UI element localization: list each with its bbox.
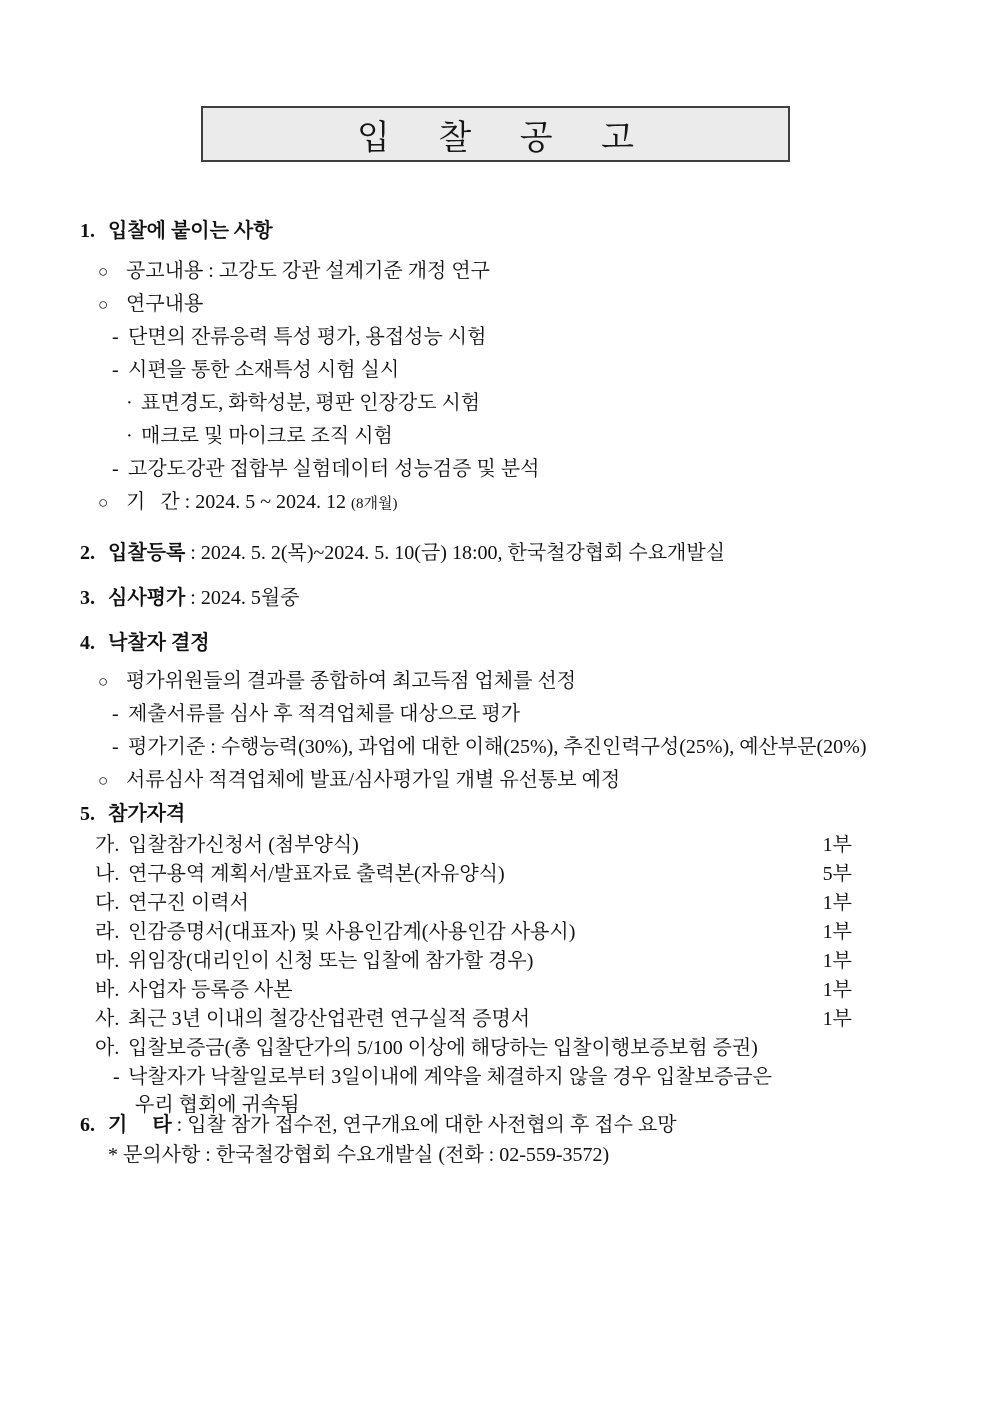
section-evaluation-schedule <box>0 582 992 615</box>
document-row <box>0 1005 852 1034</box>
dash-bullet: - <box>112 703 119 725</box>
document-row <box>0 1034 852 1063</box>
document-row <box>0 889 852 918</box>
dash-bullet: - <box>112 736 119 758</box>
section-heading <box>0 627 992 660</box>
circle-bullet: ○ <box>98 493 109 512</box>
period-text: 기 간 : 2024. 5 ~ 2024. 12 <box>126 491 352 513</box>
list-item <box>0 453 992 486</box>
document-count: 5부 <box>822 863 852 885</box>
document-row <box>0 976 852 1005</box>
document-name: 위임장(대리인이 신청 또는 입찰에 참가할 경우) <box>128 950 534 972</box>
document-count: 1부 <box>822 979 852 1001</box>
document-name: 연구용역 계획서/발표자료 출력본(자유양식) <box>128 863 505 885</box>
document-label: 가. <box>95 834 120 856</box>
document-count: 1부 <box>822 892 852 914</box>
list-item <box>0 255 992 288</box>
title-box <box>201 106 790 162</box>
dot-bullet: · <box>126 392 133 414</box>
list-item <box>0 764 992 797</box>
document-text <box>95 918 575 947</box>
document-count: 1부 <box>822 950 852 972</box>
section-number: 5. <box>80 803 95 825</box>
list-item-text: 서류심사 적격업체에 발표/심사평가일 개별 유선통보 예정 <box>126 769 621 791</box>
list-item <box>0 321 992 354</box>
section-qualifications <box>0 799 992 1119</box>
list-item-period <box>0 486 992 521</box>
circle-bullet: ○ <box>98 771 109 790</box>
section-miscellaneous <box>0 1110 992 1170</box>
section-number: 6. <box>80 1114 95 1136</box>
list-item <box>0 288 992 321</box>
section-heading-text: 입찰등록 <box>108 542 186 564</box>
document-label: 바. <box>95 979 120 1001</box>
list-item <box>0 698 992 731</box>
list-item-text: 시편을 통한 소재특성 시험 실시 <box>128 359 400 381</box>
list-item <box>0 665 992 698</box>
list-item <box>0 387 992 420</box>
section-heading <box>0 537 992 570</box>
section-heading-text: 참가자격 <box>108 803 186 825</box>
list-item <box>0 420 992 453</box>
section-bid-matters <box>0 215 992 521</box>
document-name: 사업자 등록증 사본 <box>128 979 293 1001</box>
document-count: 1부 <box>822 1008 852 1030</box>
document-text <box>95 860 505 889</box>
document-name: 연구진 이력서 <box>128 892 249 914</box>
document-count: 1부 <box>822 834 852 856</box>
section-number: 4. <box>80 632 95 654</box>
section-items <box>0 255 992 521</box>
dot-bullet: · <box>126 425 133 447</box>
period-duration: (8개월) <box>351 496 398 512</box>
deposit-note-continuation: 우리 협회에 귀속됨 <box>135 1094 300 1116</box>
dash-bullet: - <box>112 326 119 348</box>
document-name: 입찰보증금(총 입찰단가의 5/100 이상에 해당하는 입찰이행보증보험 증권) <box>128 1037 758 1059</box>
section-bid-registration <box>0 537 992 570</box>
list-item-text: 매크로 및 마이크로 조직 시험 <box>141 425 393 447</box>
dash-bullet: - <box>112 359 119 381</box>
list-item-text: 연구내용 <box>126 293 204 315</box>
document-text <box>95 976 293 1005</box>
list-item <box>0 731 992 764</box>
document-count: 1부 <box>822 921 852 943</box>
document-text <box>95 947 533 976</box>
document-label: 다. <box>95 892 120 914</box>
section-number: 1. <box>80 220 95 242</box>
section-heading <box>0 215 992 248</box>
document-name: 최근 3년 이내의 철강산업관련 연구실적 증명서 <box>128 1008 531 1030</box>
document-label: 사. <box>95 1008 120 1030</box>
document-text <box>95 1034 758 1063</box>
circle-bullet: ○ <box>98 672 109 691</box>
section-number: 2. <box>80 542 95 564</box>
section-detail-text: : 2024. 5. 2(목)~2024. 5. 10(금) 18:00, 한국철강협회 수요개발실 <box>185 542 726 564</box>
list-item-text: 단면의 잔류응력 특성 평가, 용접성능 시험 <box>128 326 487 348</box>
circle-bullet: ○ <box>98 262 109 281</box>
section-number: 3. <box>80 587 95 609</box>
document-text <box>95 831 359 860</box>
list-item-text: 공고내용 : 고강도 강관 설계기준 개정 연구 <box>126 260 490 282</box>
contact-info: * 문의사항 : 한국철강협회 수요개발실 (전화 : 02-559-3572) <box>108 1144 610 1166</box>
section-heading-text: 기 타 <box>108 1114 172 1136</box>
document-text <box>95 889 249 918</box>
deposit-note-text: 낙찰자가 낙찰일로부터 3일이내에 계약을 체결하지 않을 경우 입찰보증금은 <box>128 1066 772 1088</box>
page-title: 입 찰 공 고 <box>357 119 654 157</box>
dash-bullet: - <box>112 458 119 480</box>
circle-bullet: ○ <box>98 295 109 314</box>
document-row <box>0 947 852 976</box>
list-item-text: 고강도강관 접합부 실험데이터 성능검증 및 분석 <box>128 458 540 480</box>
document-name: 인감증명서(대표자) 및 사용인감계(사용인감 사용시) <box>128 921 576 943</box>
list-item <box>0 354 992 387</box>
section-heading-text: 입찰에 붙이는 사항 <box>108 220 273 242</box>
section-detail-text: : 2024. 5월중 <box>185 587 300 609</box>
section-detail-text: : 입찰 참가 접수전, 연구개요에 대한 사전협의 후 접수 요망 <box>171 1114 677 1136</box>
document-text <box>95 1005 530 1034</box>
section-heading-text: 심사평가 <box>108 587 186 609</box>
document-row <box>0 831 852 860</box>
document-label: 아. <box>95 1037 120 1059</box>
dash-bullet: - <box>113 1066 120 1088</box>
section-heading <box>0 582 992 615</box>
list-item-text: 평가기준 : 수행능력(30%), 과업에 대한 이해(25%), 추진인력구성(25%), 예산부문(20%) <box>128 736 867 758</box>
document-label: 나. <box>95 863 120 885</box>
section-heading <box>0 799 992 829</box>
section-heading-text: 낙찰자 결정 <box>108 632 210 654</box>
document-name: 입찰참가신청서 (첨부양식) <box>128 834 359 856</box>
document-row <box>0 860 852 889</box>
section-heading <box>0 1110 992 1140</box>
document-label: 라. <box>95 921 120 943</box>
list-item-text: 제출서류를 심사 후 적격업체를 대상으로 평가 <box>128 703 521 725</box>
section-winner-decision <box>0 627 992 797</box>
list-item-text: 평가위원들의 결과를 종합하여 최고득점 업체를 선정 <box>126 670 577 692</box>
section-items <box>0 665 992 797</box>
document-row <box>0 918 852 947</box>
required-documents-list <box>0 831 992 1063</box>
list-item-text: 표면경도, 화학성분, 평판 인장강도 시험 <box>141 392 481 414</box>
document-label: 마. <box>95 950 120 972</box>
deposit-note-line <box>0 1063 992 1092</box>
